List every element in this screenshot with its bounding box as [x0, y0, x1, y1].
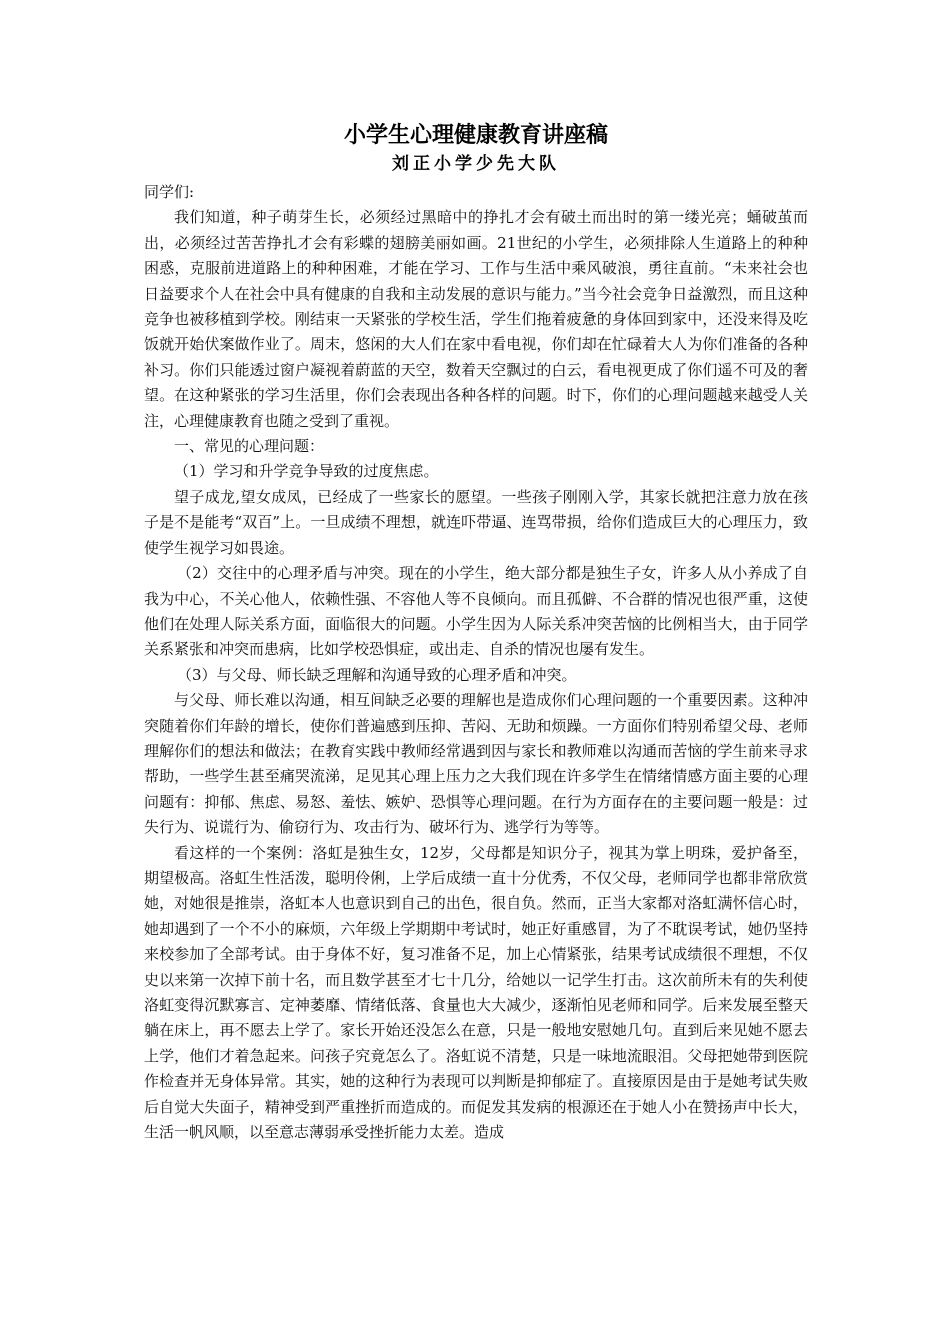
salutation: 同学们:	[144, 183, 195, 201]
paragraph-case: 看这样的一个案例：洛虹是独生女，12岁，父母都是知识分子，视其为掌上明珠，爱护备至，期望极高。洛虹生性活泼，聪明伶俐，上学后成绩一直十分优秀，不仅父母，老师同学也都非常欣赏她，对她很是推崇，洛虹本人也意识到自己的出色，很自负。然而，正当大家都对洛虹满怀信心时，她却遇到了一个不小的麻烦，六年级上学期期中考试时，她正好重感冒，为了不耽误考试，她仍坚持来校参加了全部考试。由于身体不好，复习准备不足，加上心情紧张，结果考试成绩很不理想，不仅史以来第一次掉下前十名，而且数学甚至才七十几分，给她以一记学生打击。这次前所未有的失利使洛虹变得沉默寡言、定神萎靡、情绪低落、食量也大大减少，逐渐怕见老师和同学。后来发展至整天躺在床上，再不愿去上学了。家长开始还没怎么在意，只是一般地安慰她几句。直到后来见她不愿去上学，他们才着急起来。问孩子究竟怎么了。洛虹说不清楚，只是一味地流眼泪。父母把她带到医院作检查并无身体异常。其实，她的这种行为表现可以判断是抑郁症了。直接原因是由于是她考试失败后自觉大失面子，精神受到严重挫折而造成的。而促发其发病的根源还在于她人小在赞扬声中长大，生活一帆风顺，以至意志薄弱承受挫折能力太差。造成	[144, 843, 808, 1142]
paragraph-intro: 我们知道，种子萌芽生长，必须经过黑暗中的挣扎才会有破土而出时的第一缕光亮；蛹破茧而出，必须经过苦苦挣扎才会有彩蝶的翅膀美丽如画。21世纪的小学生，必须排除人生道路上的种种困惑，克服前进道路上的种种困难，才能在学习、工作与生活中乘风破浪，勇往直前。“未来社会也日益要求个人在社会中具有健康的自我和主动发展的意识与能力。”当今社会竞争日益激烈，而且这种竞争也被移植到学校。刚结束一天紧张的学校生活，学生们拖着疲惫的身体回到家中，还没来得及吃饭就开始伏案做作业了。周末，悠闲的大人们在家中看电视，你们却在忙碌着大人为你们准备的各种补习。你们只能透过窗户凝视着蔚蓝的天空，数着天空飘过的白云，看电视更成了你们遥不可及的奢望。在这种紧张的学习生活里，你们会表现出各种各样的问题。时下，你们的心理问题越来越受人关注，心理健康教育也随之受到了重视。	[144, 208, 808, 430]
subheading-1: （1）学习和升学竞争导致的过度焦虑。	[174, 462, 439, 481]
subheading-3: （3）与父母、师长缺乏理解和沟通导致的心理矛盾和冲突。	[177, 665, 577, 684]
paragraph-3: 与父母、师长难以沟通，相互间缺乏必要的理解也是造成你们心理问题的一个重要因素。这种冲突随着你们年龄的增长，使你们普遍感到压抑、苦闷、无助和烦躁。一方面你们特别希望父母、老师理解你们的想法和做法；在教育实践中教师经常遇到因与家长和教师难以沟通而苦恼的学生前来寻求帮助，一些学生甚至痛哭流涕，足见其心理上压力之大我们现在许多学生在情绪情感方面主要的心理问题有：抑郁、焦虑、易怒、羞怯、嫉妒、恐惧等心理问题。在行为方面存在的主要问题一般是：过失行为、说谎行为、偷窃行为、攻击行为、破坏行为、逃学行为等等。	[144, 691, 808, 837]
section-heading: 一、常见的心理问题：	[174, 437, 325, 456]
paragraph-1: 望子成龙,望女成凤，已经成了一些家长的愿望。一些孩子刚刚入学，其家长就把注意力放在孩子是不是能考“双百”上。一旦成绩不理想，就连吓带逼、连骂带损，给你们造成巨大的心理压力，致使学生视学习如畏途。	[144, 487, 808, 557]
document-subtitle: 刘正小学少先大队	[392, 154, 560, 174]
document-title: 小学生心理健康教育讲座稿	[343, 123, 608, 148]
document-body	[144, 120, 808, 1145]
paragraph-2: （2）交往中的心理矛盾与冲突。现在的小学生，绝大部分都是独生子女，许多人从小养成了自我为中心，不关心他人，依赖性强、不容他人等不良倾向。而且孤僻、不合群的情况也很严重，这使他们在处理人际关系方面，面临很大的问题。小学生因为人际关系冲突苦恼的比例相当大，由于同学关系紧张和冲突而患病，比如学校恐惧症，或出走、自杀的情况也屡有发生。	[144, 564, 808, 659]
